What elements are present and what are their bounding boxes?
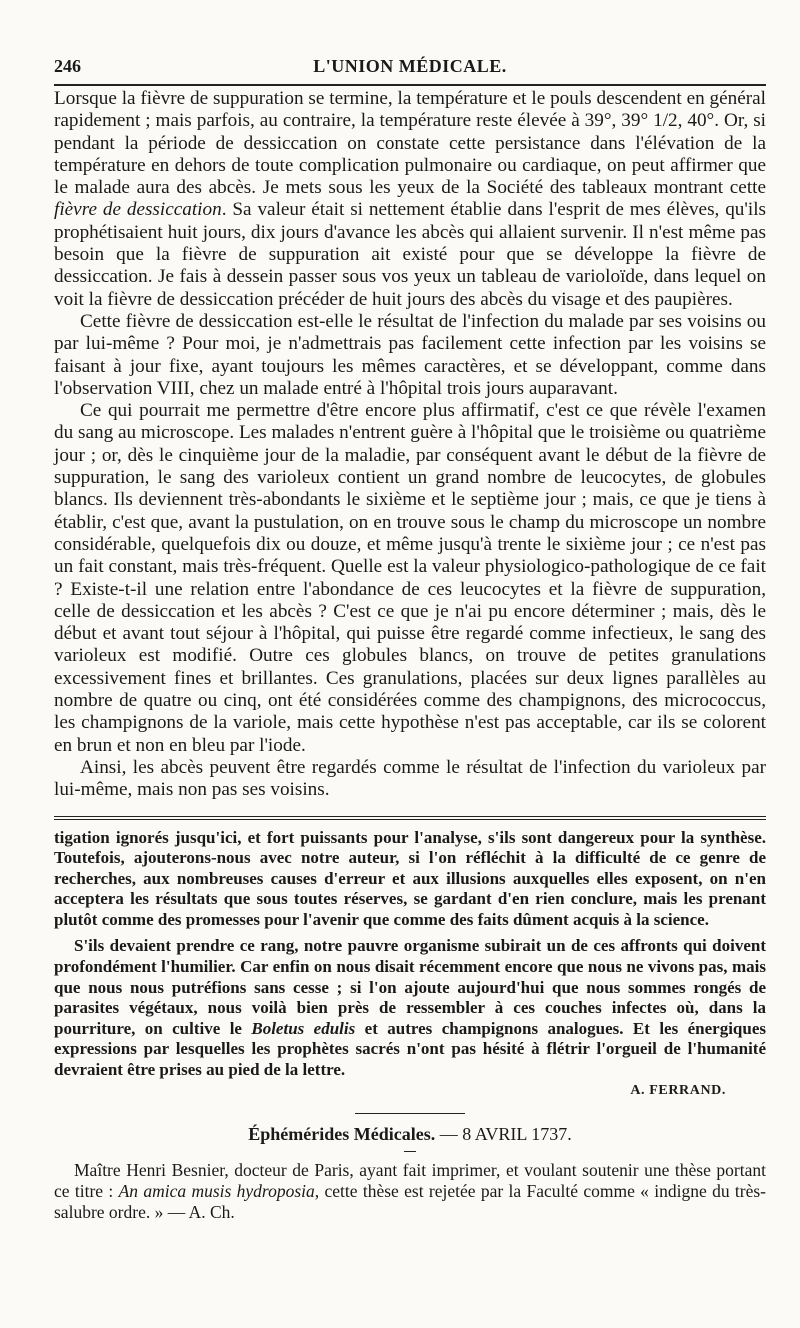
header-rule xyxy=(54,84,766,86)
emphasis-boletus: Boletus edulis xyxy=(251,1018,356,1038)
ephemerides-text: Maître Henri Besnier, docteur de Paris, ayant fait imprimer, et voulant soutenir une thèse portant ce titre : An amica musis hydroposia, cette thèse est rejetée par la Faculté comme « indigne du très-salubre ordre. » — A. Ch. xyxy=(54,1159,767,1222)
running-header xyxy=(54,52,766,80)
feuilleton xyxy=(54,828,766,1099)
page-number: 246 xyxy=(54,56,81,76)
section-divider xyxy=(355,1113,465,1114)
emphasis-thesis-title: An amica musis hydroposia xyxy=(118,1180,315,1201)
feuilleton-rule xyxy=(54,816,766,820)
page xyxy=(54,52,766,1223)
feuilleton-paragraph-1: tigation ignorés jusqu'ici, et fort puissants pour l'analyse, s'ils sont dangereux pour la synthèse. Toutefois, ajouterons-nous avec notre auteur, si l'on réfléchit à la difficulté de ce genre de recherches, aux nombreuses causes d'erreur et aux illusions auxquelles elles exposent, on n'en acceptera les résultats que sous toutes réserves, se gardant d'en rien conclure, mais les prenant plutôt comme des promesses pour l'avenir que comme des faits dûment acquis à la science. xyxy=(54,827,766,929)
signature: A. FERRAND. xyxy=(630,1082,726,1098)
paragraph-fievre-dessiccation: Lorsque la fièvre de suppuration se termine, la température et le pouls descendent en général rapidement ; mais parfois, au contraire, la température reste élevée à 39°, 39° 1/2, 40°. Or, si pendant la période de dessiccation on constate cette persistance dans l'élévation de la température en dehors de toute complication pulmonaire ou cardiaque, on peut affirmer que le malade aura des abcès. Je mets sous les yeux de la Société des tableaux montrant cette fièvre de dessiccation. Sa valeur était si nettement établie dans l'esprit de mes élèves, qu'ils prophétisaient huit jours, dix jours d'avance les abcès qui allaient survenir. Il n'est même pas besoin que la fièvre de suppuration ait existé pour que se développe la fièvre de dessiccation. Je fais à dessein passer sous vos yeux un tableau de varioloïde, dans lequel on voit la fièvre de dessiccation précéder de huit jours des abcès du visage et des paupières. xyxy=(54,88,766,310)
emphasis-fievre-dessiccation: fièvre de dessiccation xyxy=(54,199,222,221)
ephemerides-date: — 8 AVRIL 1737. xyxy=(435,1123,572,1144)
main-article xyxy=(54,88,766,802)
journal-title: L'UNION MÉDICALE. xyxy=(313,56,507,76)
feuilleton-paragraph-2: S'ils devaient prendre ce rang, notre pauvre organisme subirait un de ces affronts qui doivent profondément l'humilier. Car enfin on nous disait récemment encore que nous ne vivons pas, mais que nous nous putréfions sans cesse ; si l'on ajoute aujourd'hui que nous sommes rongés de parasites végétaux, nous voilà bien près de ressembler à ces couches infectes où, dans la pourriture, on cultive le Boletus edulis et autres champignons analogues. Et les énergiques expressions par lesquelles les prophètes sacrés n'ont pas hésité à flétrir l'orgueil de l'humanité devraient être prises au pied de la lettre. xyxy=(54,936,766,1080)
ephemerides-heading: Éphémérides Médicales. — 8 AVRIL 1737. xyxy=(248,1123,572,1144)
ephemerides-body xyxy=(54,1160,766,1223)
paragraph-infection: Cette fièvre de dessiccation est-elle le résultat de l'infection du malade par ses voisins ou par lui-même ? Pour moi, je n'admettrais pas facilement cette infection par les voisins se faisant à jour fixe, ayant toujours les mêmes caractères, et se développant, comme dans l'observation VIII, chez un malade entré à l'hôpital trois jours auparavant. xyxy=(54,310,766,399)
ephemerides-dash xyxy=(404,1151,416,1152)
paragraph-examen-sang: Ce qui pourrait me permettre d'être encore plus affirmatif, c'est ce que révèle l'examen du sang au microscope. Les malades n'entrent guère à l'hôpital que le troisième ou quatrième jour ; or, dès le cinquième jour de la maladie, par conséquent avant le début de la fièvre de suppuration, le sang des varioleux contient un grand nombre de leucocytes, de globules blancs. Ils deviennent très-abondants le sixième et le septième jour ; mais, ce que je tiens à établir, c'est que, avant la pustulation, on en trouve sous le champ du microscope un nombre considérable, quelquefois dix ou douze, et même jusqu'à trente le sixième jour ; ce n'est pas un fait constant, mais très-fréquent. Quelle est la valeur physiologico-pathologique de ce fait ? Existe-t-il une relation entre l'abondance de ces leucocytes et la fièvre de suppuration, celle de dessiccation et les abcès ? C'est ce que je n'ai pu encore déterminer ; mais, dès le début et avant tout séjour à l'hôpital, qui puisse être regardé comme infectieux, le sang des varioleux est modifié. Outre ces globules blancs, on trouve de petites granulations excessivement fines et brillantes. Ces granulations, placées sur deux lignes parallèles au nombre de quatre ou cinq, ont été considérées comme des champignons, des micrococcus, les champignons de la variole, mais cette hypothèse n'est pas acceptable, car ils se colorent en brun et non en bleu par l'iode. xyxy=(54,400,766,756)
paragraph-conclusion: Ainsi, les abcès peuvent être regardés comme le résultat de l'infection du varioleux par lui-même, mais non pas ses voisins. xyxy=(54,756,766,801)
